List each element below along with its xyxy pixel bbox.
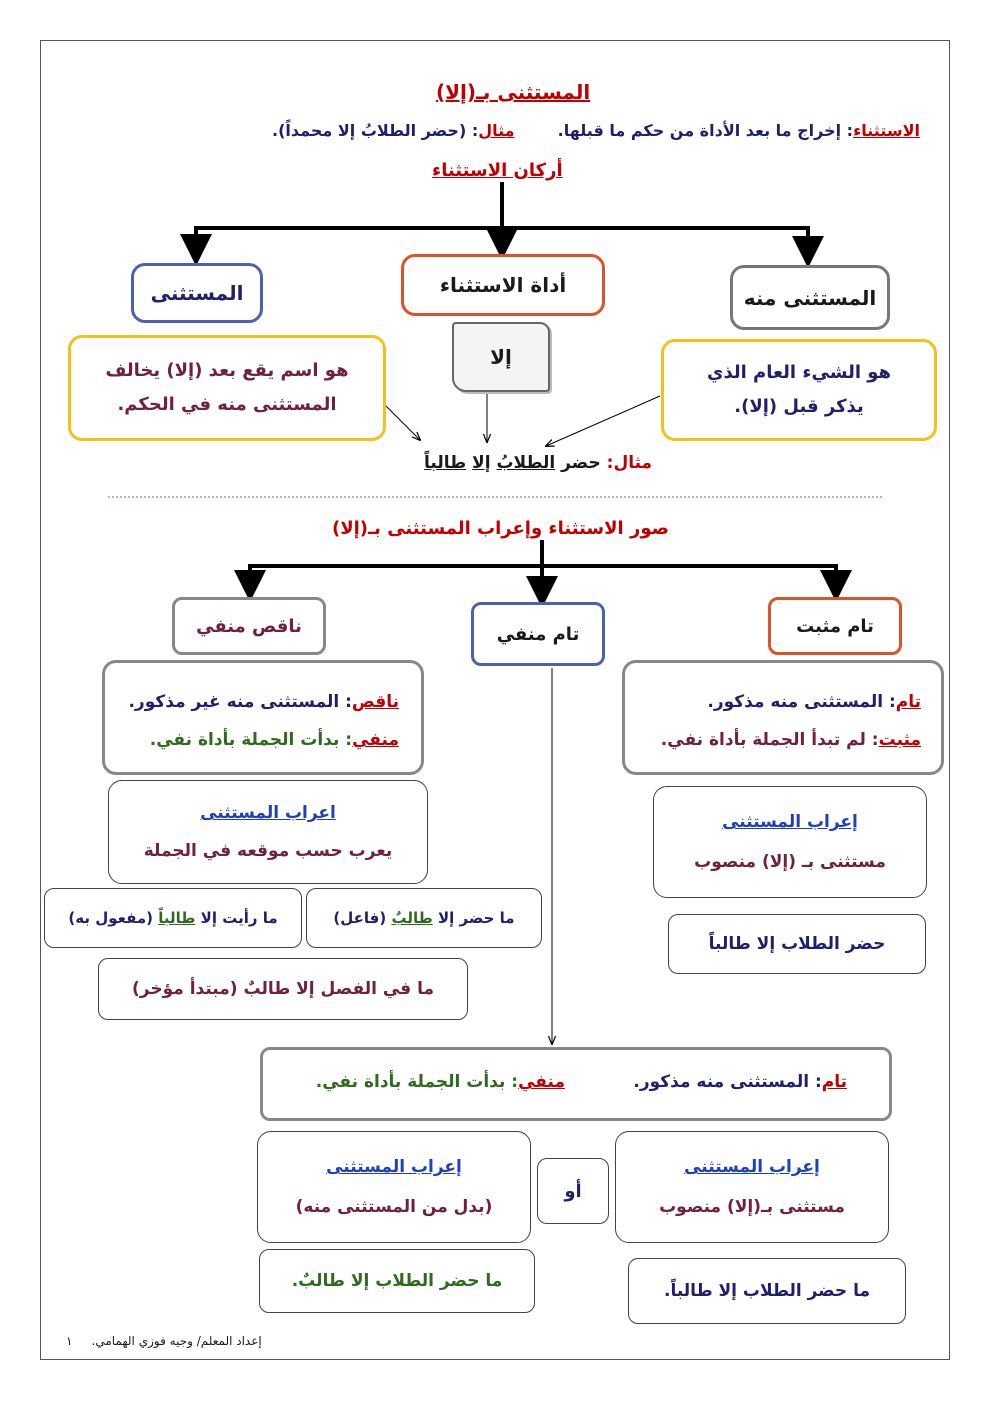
deficient-negative-text: : بدأت الجملة بأداة نفي. xyxy=(149,730,353,750)
deficient-text: : المستثنى منه غير مذكور. xyxy=(128,692,352,712)
footer xyxy=(66,1334,262,1348)
or-box: أو xyxy=(537,1158,609,1224)
negative-term: منفي xyxy=(518,1072,565,1092)
complete-negative-def xyxy=(260,1047,892,1121)
deficient-example-2 xyxy=(44,888,302,948)
pillars-example-label: مثال: xyxy=(606,453,653,473)
tool-box: أداة الاستثناء xyxy=(401,254,605,316)
excepted-from-desc-line2: يذكر قبل (إلا). xyxy=(734,396,864,417)
deficient-term: ناقص xyxy=(351,692,399,712)
definition-line xyxy=(558,121,920,140)
pillars-example xyxy=(424,453,652,473)
affirmative-parsing-text: مستثنى بـ (إلا) منصوب xyxy=(694,852,886,872)
forms-title: صور الاستثناء وإعراب المستثنى بـ(إلا) xyxy=(332,518,669,539)
deficient-negative-box: ناقص منفي xyxy=(172,597,326,655)
affirmative-parsing xyxy=(653,786,927,898)
excepted-from-desc xyxy=(661,339,937,441)
definition-text: : إخراج ما بعد الأداة من حكم ما قبلها. xyxy=(557,121,854,140)
affirmative-term: مثبت xyxy=(878,730,921,750)
negative-text: : بدأت الجملة بأداة نفي. xyxy=(315,1072,519,1092)
negative-parsing-b xyxy=(257,1131,531,1243)
negative-parsing-a-title: إعراب المستثنى xyxy=(684,1157,820,1177)
deficient-ex2-word: طالباً xyxy=(158,909,196,927)
pillars-example-w1: حضر xyxy=(561,453,601,473)
complete-affirmative-def xyxy=(622,660,944,775)
negative-example-b: ما حضر الطلاب إلا طالبٌ. xyxy=(259,1249,535,1313)
complete-affirmative-box: تام مثبت xyxy=(768,597,902,655)
negative-complete-part xyxy=(633,1072,847,1092)
excepted-desc xyxy=(68,335,386,441)
example-text: : (حضر الطلابُ إلا محمداً). xyxy=(272,121,479,140)
deficient-ex1-post: (فاعل) xyxy=(333,909,387,927)
negative-complete-term: تام xyxy=(821,1072,847,1092)
deficient-parsing-text: يعرب حسب موقعه في الجملة xyxy=(143,841,393,861)
affirmative-complete-text: : المستثنى منه مذكور. xyxy=(707,692,896,712)
page-title: المستثنى بـ(إلا) xyxy=(436,80,591,104)
pillars-title: أركان الاستثناء xyxy=(432,160,563,181)
deficient-example-1 xyxy=(306,888,542,948)
negative-complete-text: : المستثنى منه مذكور. xyxy=(633,1072,822,1092)
deficient-parsing xyxy=(108,780,428,884)
example-term: مثال xyxy=(478,121,515,140)
deficient-ex2-post: (مفعول به) xyxy=(68,909,154,927)
deficient-example-3: ما في الفصل إلا طالبٌ (مبتدأ مؤخر) xyxy=(98,958,468,1020)
excepted-box: المستثنى xyxy=(131,263,263,323)
pillars-example-w4: طالباً xyxy=(424,453,467,473)
deficient-ex1-pre: ما حضر إلا xyxy=(437,909,515,927)
pillars-tree xyxy=(196,182,808,252)
affirmative-text: : لم تبدأ الجملة بأداة نفي. xyxy=(660,730,879,750)
deficient-ex1-word: طالبٌ xyxy=(391,909,433,927)
pillars-example-w3: إلا xyxy=(472,453,491,473)
negative-example-a: ما حضر الطلاب إلا طالباً. xyxy=(628,1258,906,1324)
negative-part xyxy=(316,1072,565,1092)
deficient-negative-term: منفي xyxy=(352,730,399,750)
deficient-ex2-pre: ما رأيت إلا xyxy=(200,909,278,927)
affirmative-parsing-title: إعراب المستثنى xyxy=(722,812,858,832)
pillars-example-w2: الطلابُ xyxy=(496,453,556,473)
negative-parsing-b-title: إعراب المستثنى xyxy=(326,1157,462,1177)
tool-scroll: إلا xyxy=(452,322,550,392)
deficient-negative-def xyxy=(102,660,424,775)
example-line xyxy=(272,121,515,140)
excepted-desc-line2: المستثنى منه في الحكم. xyxy=(117,394,337,415)
excepted-from-desc-line1: هو الشيء العام الذي xyxy=(706,362,892,383)
excepted-desc-line1: هو اسم يقع بعد (إلا) يخالف xyxy=(105,360,349,381)
complete-negative-box: تام منفي xyxy=(471,602,605,666)
footer-page-number: ١ xyxy=(66,1334,73,1348)
forms-tree xyxy=(250,540,836,592)
negative-parsing-b-text: (بدل من المستثنى منه) xyxy=(295,1197,493,1217)
example-arrows xyxy=(386,394,660,446)
affirmative-complete-term: تام xyxy=(895,692,921,712)
negative-parsing-a xyxy=(615,1131,889,1243)
deficient-parsing-title: اعراب المستثنى xyxy=(200,803,336,823)
footer-author: إعداد المعلم/ وجيه فوزي الهمامي. xyxy=(91,1334,262,1348)
definition-term: الاستثناء xyxy=(853,121,920,140)
excepted-from-box: المستثنى منه xyxy=(730,265,890,330)
affirmative-example: حضر الطلاب إلا طالباً xyxy=(668,914,926,974)
negative-parsing-a-text: مستثنى بـ(إلا) منصوب xyxy=(659,1197,845,1217)
